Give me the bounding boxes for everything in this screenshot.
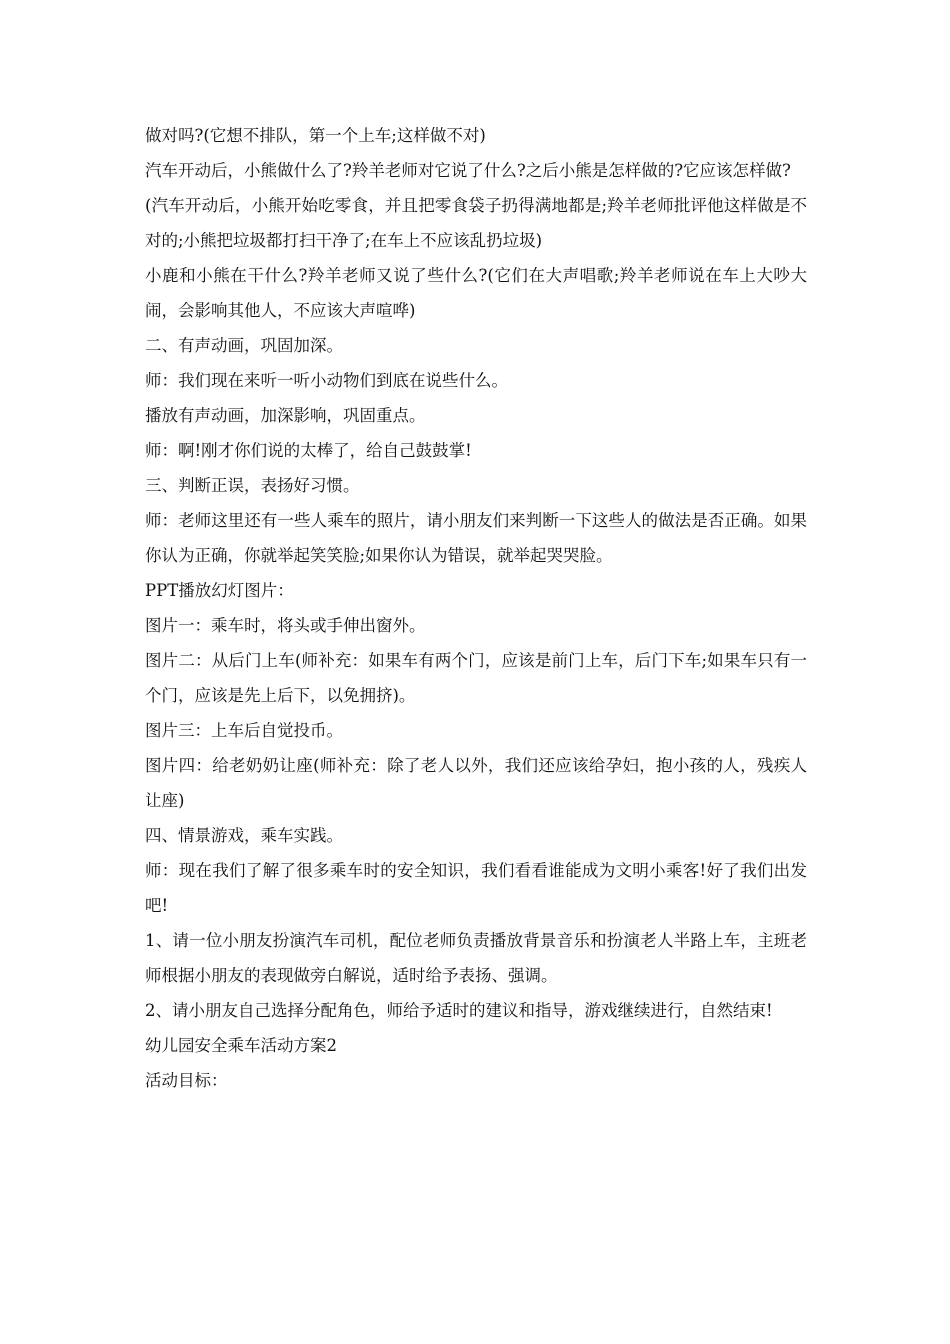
paragraph: 图片二：从后门上车(师补充：如果车有两个门，应该是前门上车，后门下车;如果车只有一个门，应该是先上后下，以免拥挤)。	[145, 651, 807, 705]
section-heading: 三、判断正误，表扬好习惯。	[145, 476, 360, 495]
paragraph: 师：啊!刚才你们说的太棒了，给自己鼓鼓掌!	[145, 441, 472, 460]
paragraph: 师：我们现在来听一听小动物们到底在说些什么。	[145, 371, 508, 390]
paragraph: 活动目标：	[145, 1071, 228, 1090]
paragraph: (汽车开动后，小熊开始吃零食，并且把零食袋子扔得满地都是;羚羊老师批评他这样做是不对的;小熊把垃圾都打扫干净了;在车上不应该乱扔垃圾)	[145, 196, 807, 250]
paragraph: 图片三：上车后自觉投币。	[145, 721, 343, 740]
paragraph: 1、请一位小朋友扮演汽车司机，配位老师负责播放背景音乐和扮演老人半路上车，主班老师根据小朋友的表现做旁白解说，适时给予表扬、强调。	[145, 931, 807, 985]
paragraph: 播放有声动画，加深影响，巩固重点。	[145, 406, 426, 425]
paragraph: 师：老师这里还有一些人乘车的照片，请小朋友们来判断一下这些人的做法是否正确。如果你认为正确，你就举起笑笑脸;如果你认为错误，就举起哭哭脸。	[145, 511, 807, 565]
paragraph: 师：现在我们了解了很多乘车时的安全知识，我们看看谁能成为文明小乘客!好了我们出发吧!	[145, 861, 807, 915]
paragraph: 做对吗?(它想不排队，第一个上车;这样做不对)	[145, 126, 486, 145]
paragraph: PPT播放幻灯图片：	[145, 581, 294, 600]
section-heading: 二、有声动画，巩固加深。	[145, 336, 343, 355]
section-heading: 四、情景游戏，乘车实践。	[145, 826, 343, 845]
paragraph: 图片四：给老奶奶让座(师补充：除了老人以外，我们还应该给孕妇，抱小孩的人，残疾人让座)	[145, 756, 807, 810]
paragraph: 小鹿和小熊在干什么?羚羊老师又说了些什么?(它们在大声唱歌;羚羊老师说在车上大吵大闹，会影响其他人，不应该大声喧哗)	[145, 266, 807, 320]
document-title: 幼儿园安全乘车活动方案2	[145, 1036, 337, 1055]
paragraph: 汽车开动后，小熊做什么了?羚羊老师对它说了什么?之后小熊是怎样做的?它应该怎样做?	[145, 161, 791, 180]
paragraph: 图片一：乘车时，将头或手伸出窗外。	[145, 616, 426, 635]
paragraph: 2、请小朋友自己选择分配角色，师给予适时的建议和指导，游戏继续进行，自然结束!	[145, 1001, 773, 1020]
document-page	[145, 118, 807, 1098]
